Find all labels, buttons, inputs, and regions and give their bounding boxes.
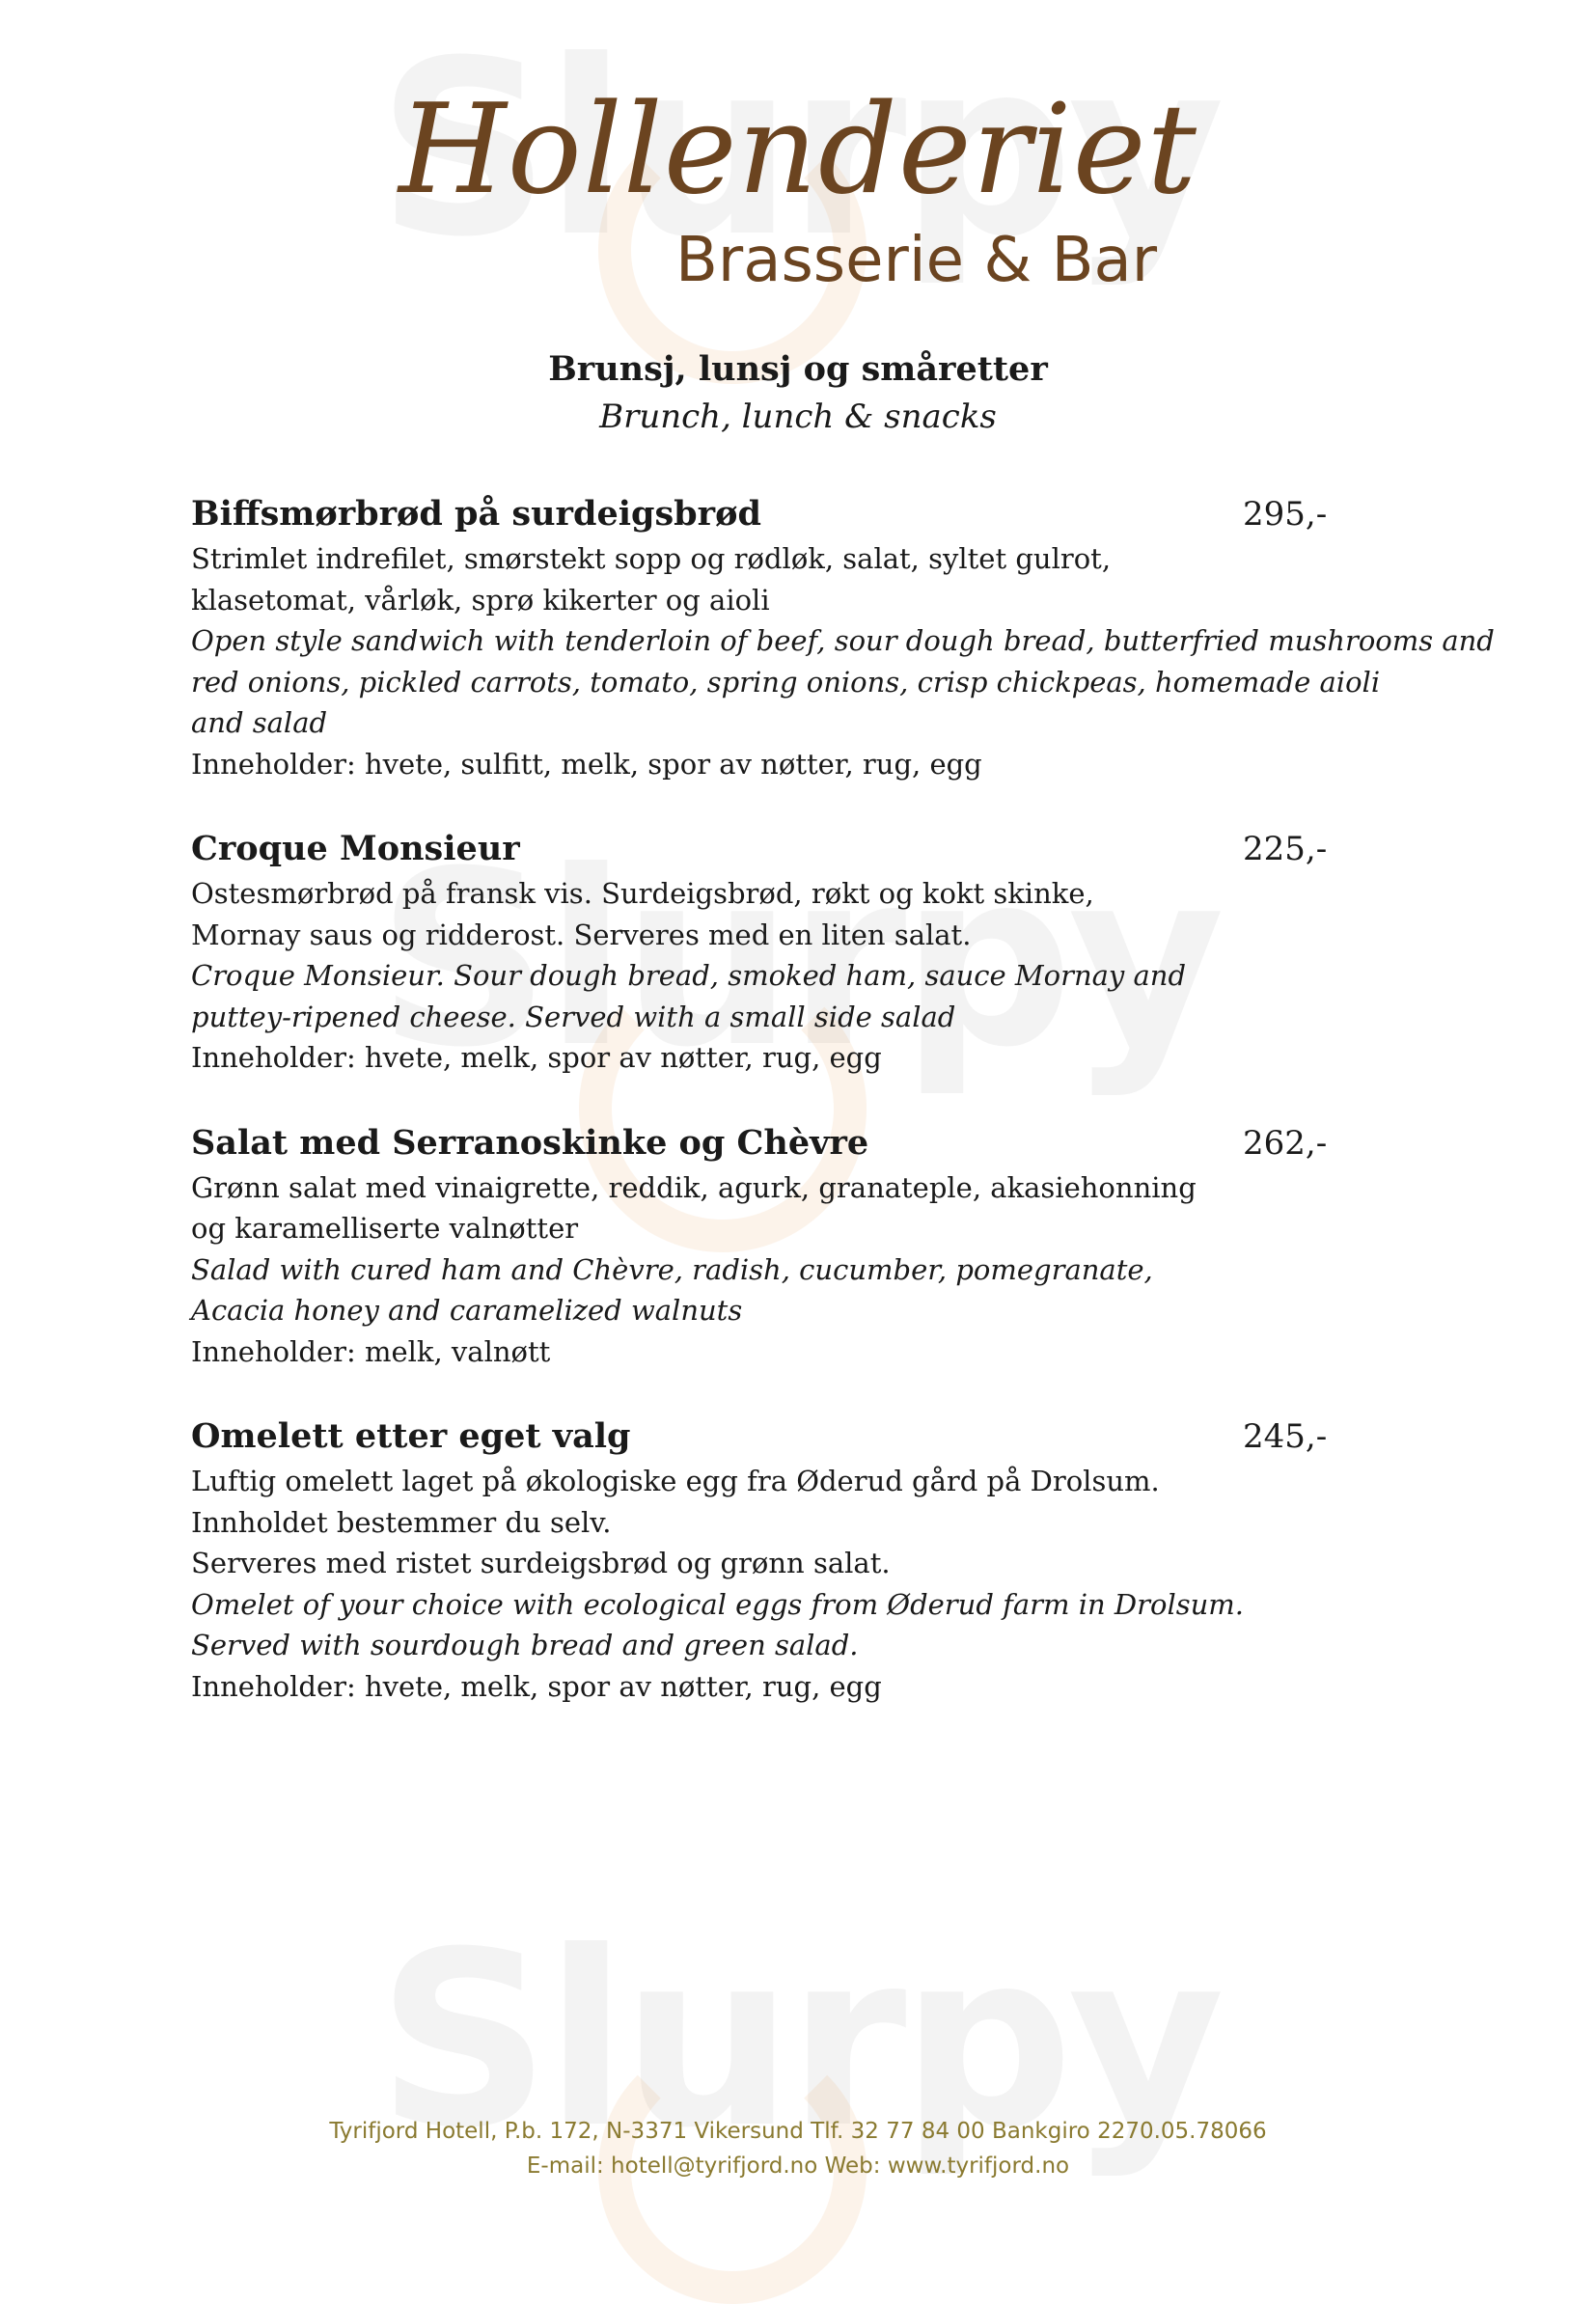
menu-item-description-no: og karamelliserte valnøtter [191, 1212, 579, 1245]
menu-item-allergens: Inneholder: hvete, melk, spor av nøtter, rug, egg [191, 1669, 882, 1703]
menu-item-price: 225,- [1243, 830, 1328, 868]
menu-item-description-no: Serveres med ristet surdeigsbrød og grønn salat. [191, 1547, 891, 1579]
menu-item-price: 262,- [1243, 1123, 1328, 1163]
menu-heading: Brunsj, lunsj og småretter [548, 349, 1048, 389]
menu-item-allergens: Inneholder: hvete, melk, spor av nøtter, rug, egg [191, 1041, 882, 1074]
menu-item-salat-serrano [191, 1119, 1426, 1373]
menu-item-description-no: Grønn salat med vinaigrette, reddik, agurk, granateple, akasiehonning [191, 1170, 1197, 1204]
menu-item-description-no: Strimlet indrefilet, smørstekt sopp og rødløk, salat, syltet gulrot, [191, 542, 1112, 575]
menu-item-description-no: Ostesmørbrød på fransk vis. Surdeigsbrød, røkt og kokt skinke, [191, 877, 1094, 910]
menu-item-description-en: Croque Monsieur. Sour dough bread, smoked ham, sauce Mornay and [191, 959, 1187, 992]
menu-item-allergens: Inneholder: melk, valnøtt [191, 1334, 551, 1368]
menu-item-name: Biffsmørbrød på surdeigsbrød [191, 494, 761, 534]
menu-item-name: Omelett etter eget valg [191, 1416, 631, 1456]
menu-item-name: Salat med Serranoskinke og Chèvre [191, 1122, 869, 1163]
menu-item-description-en: Served with sourdough bread and green salad. [191, 1629, 859, 1661]
menu-item-description-en: Salad with cured ham and Chèvre, radish, cucumber, pomegranate, [191, 1252, 1153, 1286]
menu-item-omelett [191, 1413, 1426, 1707]
menu-item-description-en: Open style sandwich with tenderloin of beef, sour dough bread, butterfried mushrooms and [191, 624, 1495, 657]
menu-item-description-no: Luftig omelett laget på økologiske egg fra Øderud gård på Drolsum. [191, 1465, 1160, 1497]
menu-item-croque-monsieur [191, 825, 1426, 1079]
footer-contact: E-mail: hotell@tyrifjord.no Web: www.tyrifjord.no [526, 2153, 1070, 2179]
menu-subheading: Brunch, lunch & snacks [599, 398, 997, 436]
menu-item-price: 295,- [1243, 495, 1328, 534]
menu-item-description-en: Acacia honey and caramelized walnuts [191, 1294, 743, 1327]
brand-logo-name: Hollenderiet [399, 78, 1197, 222]
menu-item-description-no: Innholdet bestemmer du selv. [191, 1505, 612, 1539]
brand-logo-subtitle: Brasserie & Bar [675, 225, 1157, 296]
menu-item-description-en: Omelet of your choice with ecological eggs from Øderud farm in Drolsum. [191, 1587, 1245, 1621]
menu-item-biffsmorbrod [191, 490, 1495, 784]
menu-item-description-en: red onions, pickled carrots, tomato, spring onions, crisp chickpeas, homemade aioli [191, 665, 1381, 699]
footer-address: Tyrifjord Hotell, P.b. 172, N-3371 Vikersund Tlf. 32 77 84 00 Bankgiro 2270.05.78066 [329, 2119, 1267, 2144]
menu-item-description-en: and salad [191, 706, 328, 739]
menu-item-name: Croque Monsieur [191, 829, 520, 868]
menu-list [191, 490, 1495, 1747]
menu-item-description-no: Mornay saus og ridderost. Serveres med en liten salat. [191, 918, 972, 951]
menu-item-allergens: Inneholder: hvete, sulfitt, melk, spor av nøtter, rug, egg [191, 747, 982, 781]
menu-item-description-en: puttey-ripened cheese. Served with a small side salad [191, 1000, 956, 1033]
menu-item-price: 245,- [1243, 1417, 1328, 1456]
menu-item-description-no: klasetomat, vårløk, sprø kikerter og aioli [191, 583, 770, 617]
